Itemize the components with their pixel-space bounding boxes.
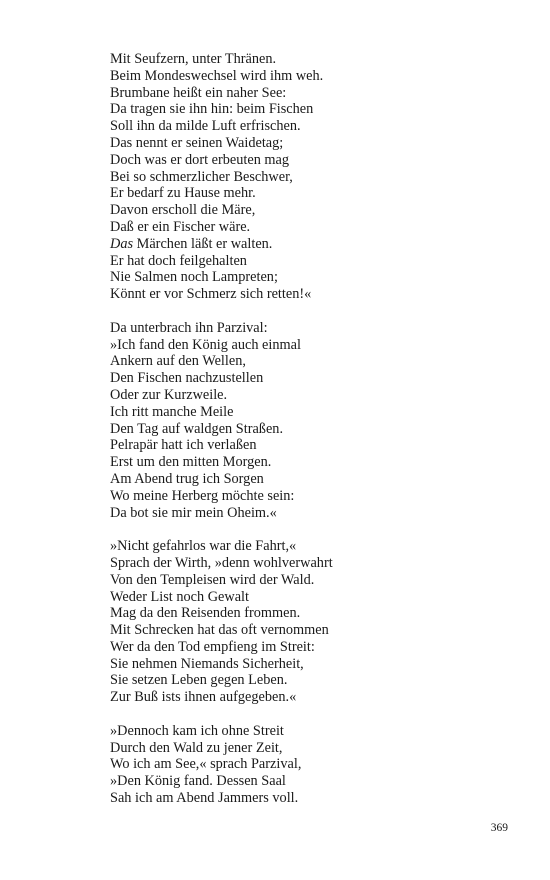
poem-line: Er hat doch feilgehalten (110, 252, 247, 269)
poem-line: Da bot sie mir mein Oheim.« (110, 504, 277, 521)
poem-line: Am Abend trug ich Sorgen (110, 470, 264, 487)
poem-line: Sprach der Wirth, »denn wohlverwahrt (110, 554, 333, 571)
poem-line: Beim Mondeswechsel wird ihm weh. (110, 67, 324, 84)
poem-line: »Dennoch kam ich ohne Streit (110, 722, 284, 739)
poem-line (110, 236, 510, 253)
poem-line: Durch den Wald zu jener Zeit, (110, 739, 283, 756)
poem-line: Pelrapär hatt ich verlaßen (110, 437, 257, 454)
poem-line: Sie nehmen Niemands Sicherheit, (110, 655, 304, 672)
stanza (110, 723, 510, 807)
poem-line: Doch was er dort erbeuten mag (110, 151, 290, 168)
poem-line: Den Tag auf waldgen Straßen. (110, 420, 284, 437)
poem-line: Da tragen sie ihn hin: beim Fischen (110, 101, 314, 118)
poem-line: Ich ritt manche Meile (110, 403, 234, 420)
poem-line: Mit Seufzern, unter Thränen. (110, 51, 277, 67)
stanza (110, 51, 510, 303)
poem-line: Erst um den mitten Morgen. (110, 454, 272, 471)
poem-line: Da unterbrach ihn Parzival: (110, 319, 268, 336)
poem-line: »Ich fand den König auch einmal (110, 336, 301, 353)
poem-line: Wo meine Herberg möchte sein: (110, 487, 295, 504)
poem-line: Mit Schrecken hat das oft vernommen (110, 622, 329, 639)
poem-line: »Den König fand. Dessen Saal (110, 773, 286, 790)
poem-line: Nie Salmen noch Lampreten; (110, 269, 278, 286)
poem-line: Könnt er vor Schmerz sich retten!« (110, 286, 312, 303)
poem-line: Bei so schmerzlicher Beschwer, (110, 168, 293, 185)
poem-line: Sah ich am Abend Jammers voll. (110, 790, 299, 807)
poem-line: Sie setzen Leben gegen Leben. (110, 672, 288, 689)
poem-line: Wer da den Tod empfieng im Streit: (110, 638, 315, 655)
poem-line: Ankern auf den Wellen, (110, 353, 246, 370)
poem-text (110, 51, 510, 824)
poem-line: Den Fischen nachzustellen (110, 370, 264, 387)
poem-line: Daß er ein Fischer wäre. (110, 218, 251, 235)
poem-line: »Nicht gefahrlos war die Fahrt,« (110, 538, 297, 555)
page-number: 369 (490, 822, 508, 834)
poem-line: Das nennt er seinen Waidetag; (110, 134, 284, 151)
stanza (110, 538, 510, 706)
poem-line: Von den Templeisen wird der Wald. (110, 571, 315, 588)
italic-word: Das (110, 235, 134, 252)
poem-line: Wo ich am See,« sprach Parzival, (110, 756, 302, 773)
poem-line: Davon erscholl die Märe, (110, 202, 256, 219)
poem-line: Weder List noch Gewalt (110, 588, 249, 605)
poem-line: Soll ihn da milde Luft erfrischen. (110, 118, 301, 135)
poem-line: Mag da den Reisenden frommen. (110, 605, 301, 622)
stanza (110, 320, 510, 522)
poem-line: Brumbane heißt ein naher See: (110, 84, 287, 101)
poem-line: Er bedarf zu Hause mehr. (110, 185, 256, 202)
poem-line: Oder zur Kurzweile. (110, 386, 228, 403)
poem-line: Zur Buß ists ihnen aufgegeben.« (110, 689, 297, 706)
line-text: Märchen läßt er walten. (136, 235, 273, 252)
